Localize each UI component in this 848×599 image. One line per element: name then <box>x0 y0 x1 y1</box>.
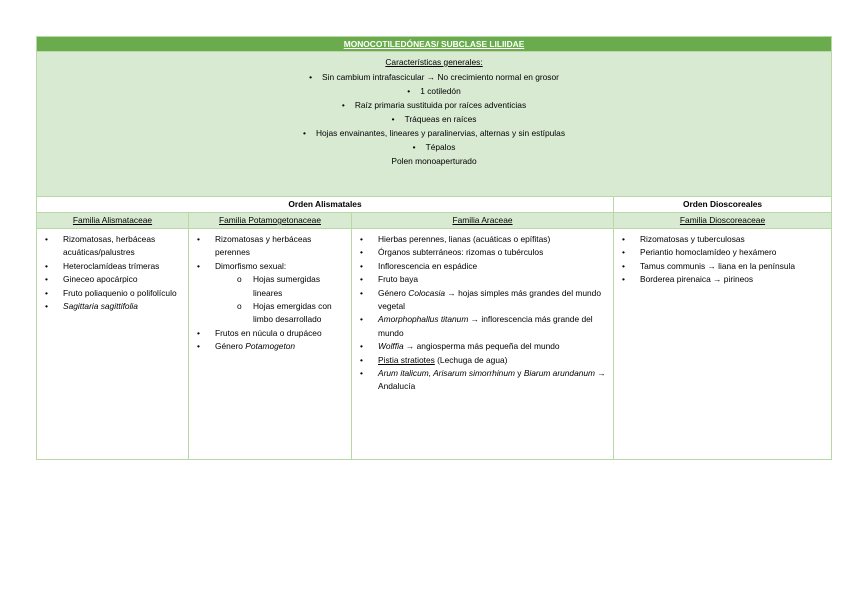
list-item: • Dimorfismo sexual: o Hojas sumergidas lineares o Hojas emergidas con limbo desarrollado <box>215 260 347 327</box>
general-characteristics <box>37 52 832 197</box>
list-item: • Fruto baya <box>378 273 609 286</box>
classification-table <box>36 36 832 460</box>
list-item: • Sagittaria sagittifolia <box>63 300 184 313</box>
list-item: • Género Potamogeton <box>215 340 347 353</box>
list-item: • Heteroclamídeas trímeras <box>63 260 184 273</box>
order-dioscoreales: Orden Dioscoreales <box>614 197 832 213</box>
order-alismatales: Orden Alismatales <box>37 197 614 213</box>
list-item: • Amorphophallus titanum → inflorescencia más grande del mundo <box>378 313 609 340</box>
araceae-content <box>352 229 614 460</box>
list-item: • Hojas envainantes, lineares y paralinervias, alternas y sin estípulas <box>37 126 831 140</box>
list-item: • Frutos en núcula o drupáceo <box>215 327 347 340</box>
list-item: • Inflorescencia en espádice <box>378 260 609 273</box>
general-list <box>37 70 831 168</box>
list-item: • Wolffia → angiosperma más pequeña del mundo <box>378 340 609 353</box>
list-item: • Periantio homoclamídeo y hexámero <box>640 246 827 259</box>
potamogetonaceae-content <box>189 229 352 460</box>
list-item: • Rizomatosas y herbáceas perennes <box>215 233 347 260</box>
list-item: • 1 cotiledón <box>37 84 831 98</box>
dioscoreaceae-content <box>614 229 832 460</box>
family-dioscoreaceae-header: Familia Dioscoreaceae <box>614 213 832 229</box>
list-item: • Gineceo apocárpico <box>63 273 184 286</box>
list-item: • Pistia stratiotes (Lechuga de agua) <box>378 354 609 367</box>
family-potamogetonaceae-header: Familia Potamogetonaceae <box>189 213 352 229</box>
list-item: • Arum italicum, Arisarum simorrhinum y Biarum arundanum → Andalucía <box>378 367 609 394</box>
list-item: • Tamus communis → liana en la península <box>640 260 827 273</box>
list-item: • Sin cambium intrafascicular → No crecimiento normal en grosor <box>37 70 831 84</box>
list-item: • Tráqueas en raíces <box>37 112 831 126</box>
list-item: • Género Colocasia → hojas simples más grandes del mundo vegetal <box>378 287 609 314</box>
sub-list-item: o Hojas sumergidas lineares <box>253 273 347 300</box>
list-item: • Tépalos <box>37 140 831 154</box>
list-item: • Hierbas perennes, lianas (acuáticas o epífitas) <box>378 233 609 246</box>
list-item: • Borderea pirenaica → pirineos <box>640 273 827 286</box>
list-item: • Raíz primaria sustituida por raíces adventicias <box>37 98 831 112</box>
alismataceae-content <box>37 229 189 460</box>
family-araceae-header: Familia Araceae <box>352 213 614 229</box>
table-title: MONOCOTILEDÓNEAS/ SUBCLASE LILIIDAE <box>37 37 832 52</box>
list-item: Polen monoaperturado <box>391 156 477 166</box>
general-heading: Características generales: <box>385 57 483 67</box>
list-item: • Fruto poliaquenio o polifolículo <box>63 287 184 300</box>
sub-list-item: o Hojas emergidas con limbo desarrollado <box>253 300 347 327</box>
list-item: • Rizomatosas, herbáceas acuáticas/palustres <box>63 233 184 260</box>
family-alismataceae-header: Familia Alismataceae <box>37 213 189 229</box>
list-item: • Rizomatosas y tuberculosas <box>640 233 827 246</box>
list-item: • Órganos subterráneos: rizomas o tubérculos <box>378 246 609 259</box>
